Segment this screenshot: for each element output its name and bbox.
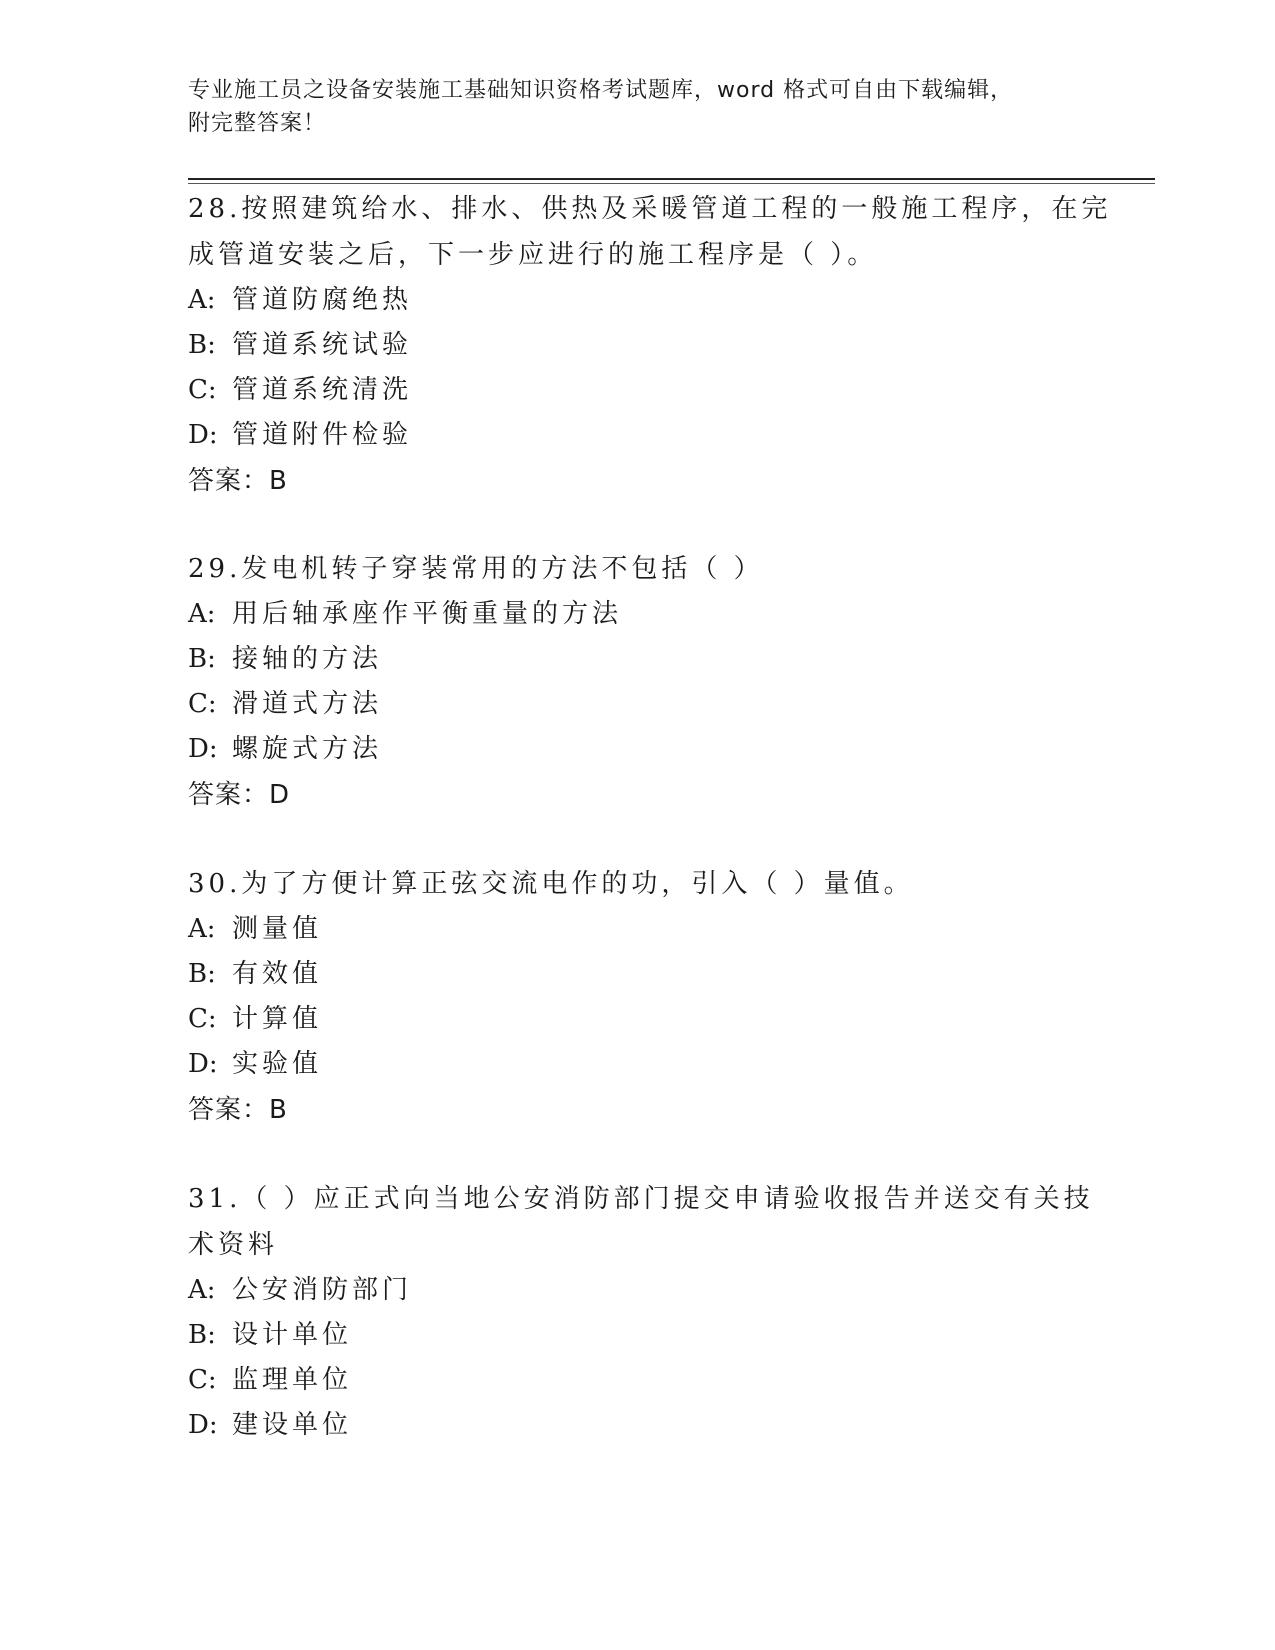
option-key: D:: [188, 734, 218, 764]
option-text: 接轴的方法: [232, 644, 383, 674]
option-text: 建设单位: [232, 1410, 353, 1440]
header-divider-thin: [188, 183, 1155, 184]
option-key: A:: [188, 599, 216, 629]
question-29: [188, 546, 1118, 818]
option-text: 有效值: [232, 959, 323, 989]
option-text: 计算值: [232, 1004, 323, 1034]
question-stem-line: 29.发电机转子穿装常用的方法不包括（ ）: [188, 554, 764, 584]
question-stem-line: 28.按照建筑给水、排水、供热及采暖管道工程的一般施工程序，在完: [188, 194, 1112, 224]
answer-line: 答案：B: [188, 1095, 288, 1125]
option-key: C:: [188, 689, 217, 719]
option-text: 监理单位: [232, 1365, 353, 1395]
question-28: [188, 186, 1118, 504]
question-stem-line: 30.为了方便计算正弦交流电作的功，引入（ ）量值。: [188, 869, 914, 899]
option-text: 管道附件检验: [232, 420, 413, 450]
option-text: 实验值: [232, 1049, 323, 1079]
document-header: [188, 74, 1088, 140]
option-key: C:: [188, 1004, 217, 1034]
option-key: A:: [188, 914, 216, 944]
option-c: [188, 368, 1118, 413]
option-a: [188, 592, 1118, 637]
answer-line: 答案：D: [188, 780, 291, 810]
option-key: B:: [188, 330, 216, 360]
option-text: 测量值: [232, 914, 323, 944]
option-key: A:: [188, 1275, 216, 1305]
option-text: 螺旋式方法: [232, 734, 383, 764]
header-divider-thick: [188, 178, 1155, 180]
option-key: B:: [188, 644, 216, 674]
option-key: B:: [188, 1320, 216, 1350]
option-key: B:: [188, 959, 216, 989]
option-b: [188, 1313, 1118, 1358]
question-stem-line: 成管道安装之后，下一步应进行的施工程序是（ ）。: [188, 240, 878, 270]
header-line-2: 附完整答案！: [188, 111, 327, 136]
option-c: [188, 682, 1118, 727]
question-stem-line: 术资料: [188, 1230, 279, 1260]
option-key: C:: [188, 375, 217, 405]
option-text: 用后轴承座作平衡重量的方法: [232, 599, 623, 629]
question-30: [188, 861, 1118, 1133]
option-d: [188, 1403, 1118, 1448]
option-c: [188, 1358, 1118, 1403]
option-a: [188, 278, 1118, 323]
option-text: 管道防腐绝热: [232, 285, 413, 315]
option-text: 管道系统试验: [232, 330, 413, 360]
header-line-1: 专业施工员之设备安装施工基础知识资格考试题库，word 格式可自由下载编辑，: [188, 78, 1014, 103]
option-c: [188, 997, 1118, 1042]
option-key: D:: [188, 420, 218, 450]
option-text: 滑道式方法: [232, 689, 383, 719]
option-d: [188, 727, 1118, 772]
option-text: 管道系统清洗: [232, 375, 413, 405]
answer-line: 答案：B: [188, 466, 288, 496]
option-a: [188, 1268, 1118, 1313]
option-text: 公安消防部门: [232, 1275, 413, 1305]
option-text: 设计单位: [232, 1320, 353, 1350]
option-b: [188, 637, 1118, 682]
option-key: D:: [188, 1049, 218, 1079]
option-key: C:: [188, 1365, 217, 1395]
option-b: [188, 323, 1118, 368]
option-a: [188, 907, 1118, 952]
question-31: [188, 1176, 1118, 1448]
question-stem-line: 31.（ ）应正式向当地公安消防部门提交申请验收报告并送交有关技: [188, 1184, 1094, 1214]
option-b: [188, 952, 1118, 997]
option-d: [188, 1042, 1118, 1087]
option-d: [188, 413, 1118, 458]
option-key: D:: [188, 1410, 218, 1440]
option-key: A:: [188, 285, 216, 315]
